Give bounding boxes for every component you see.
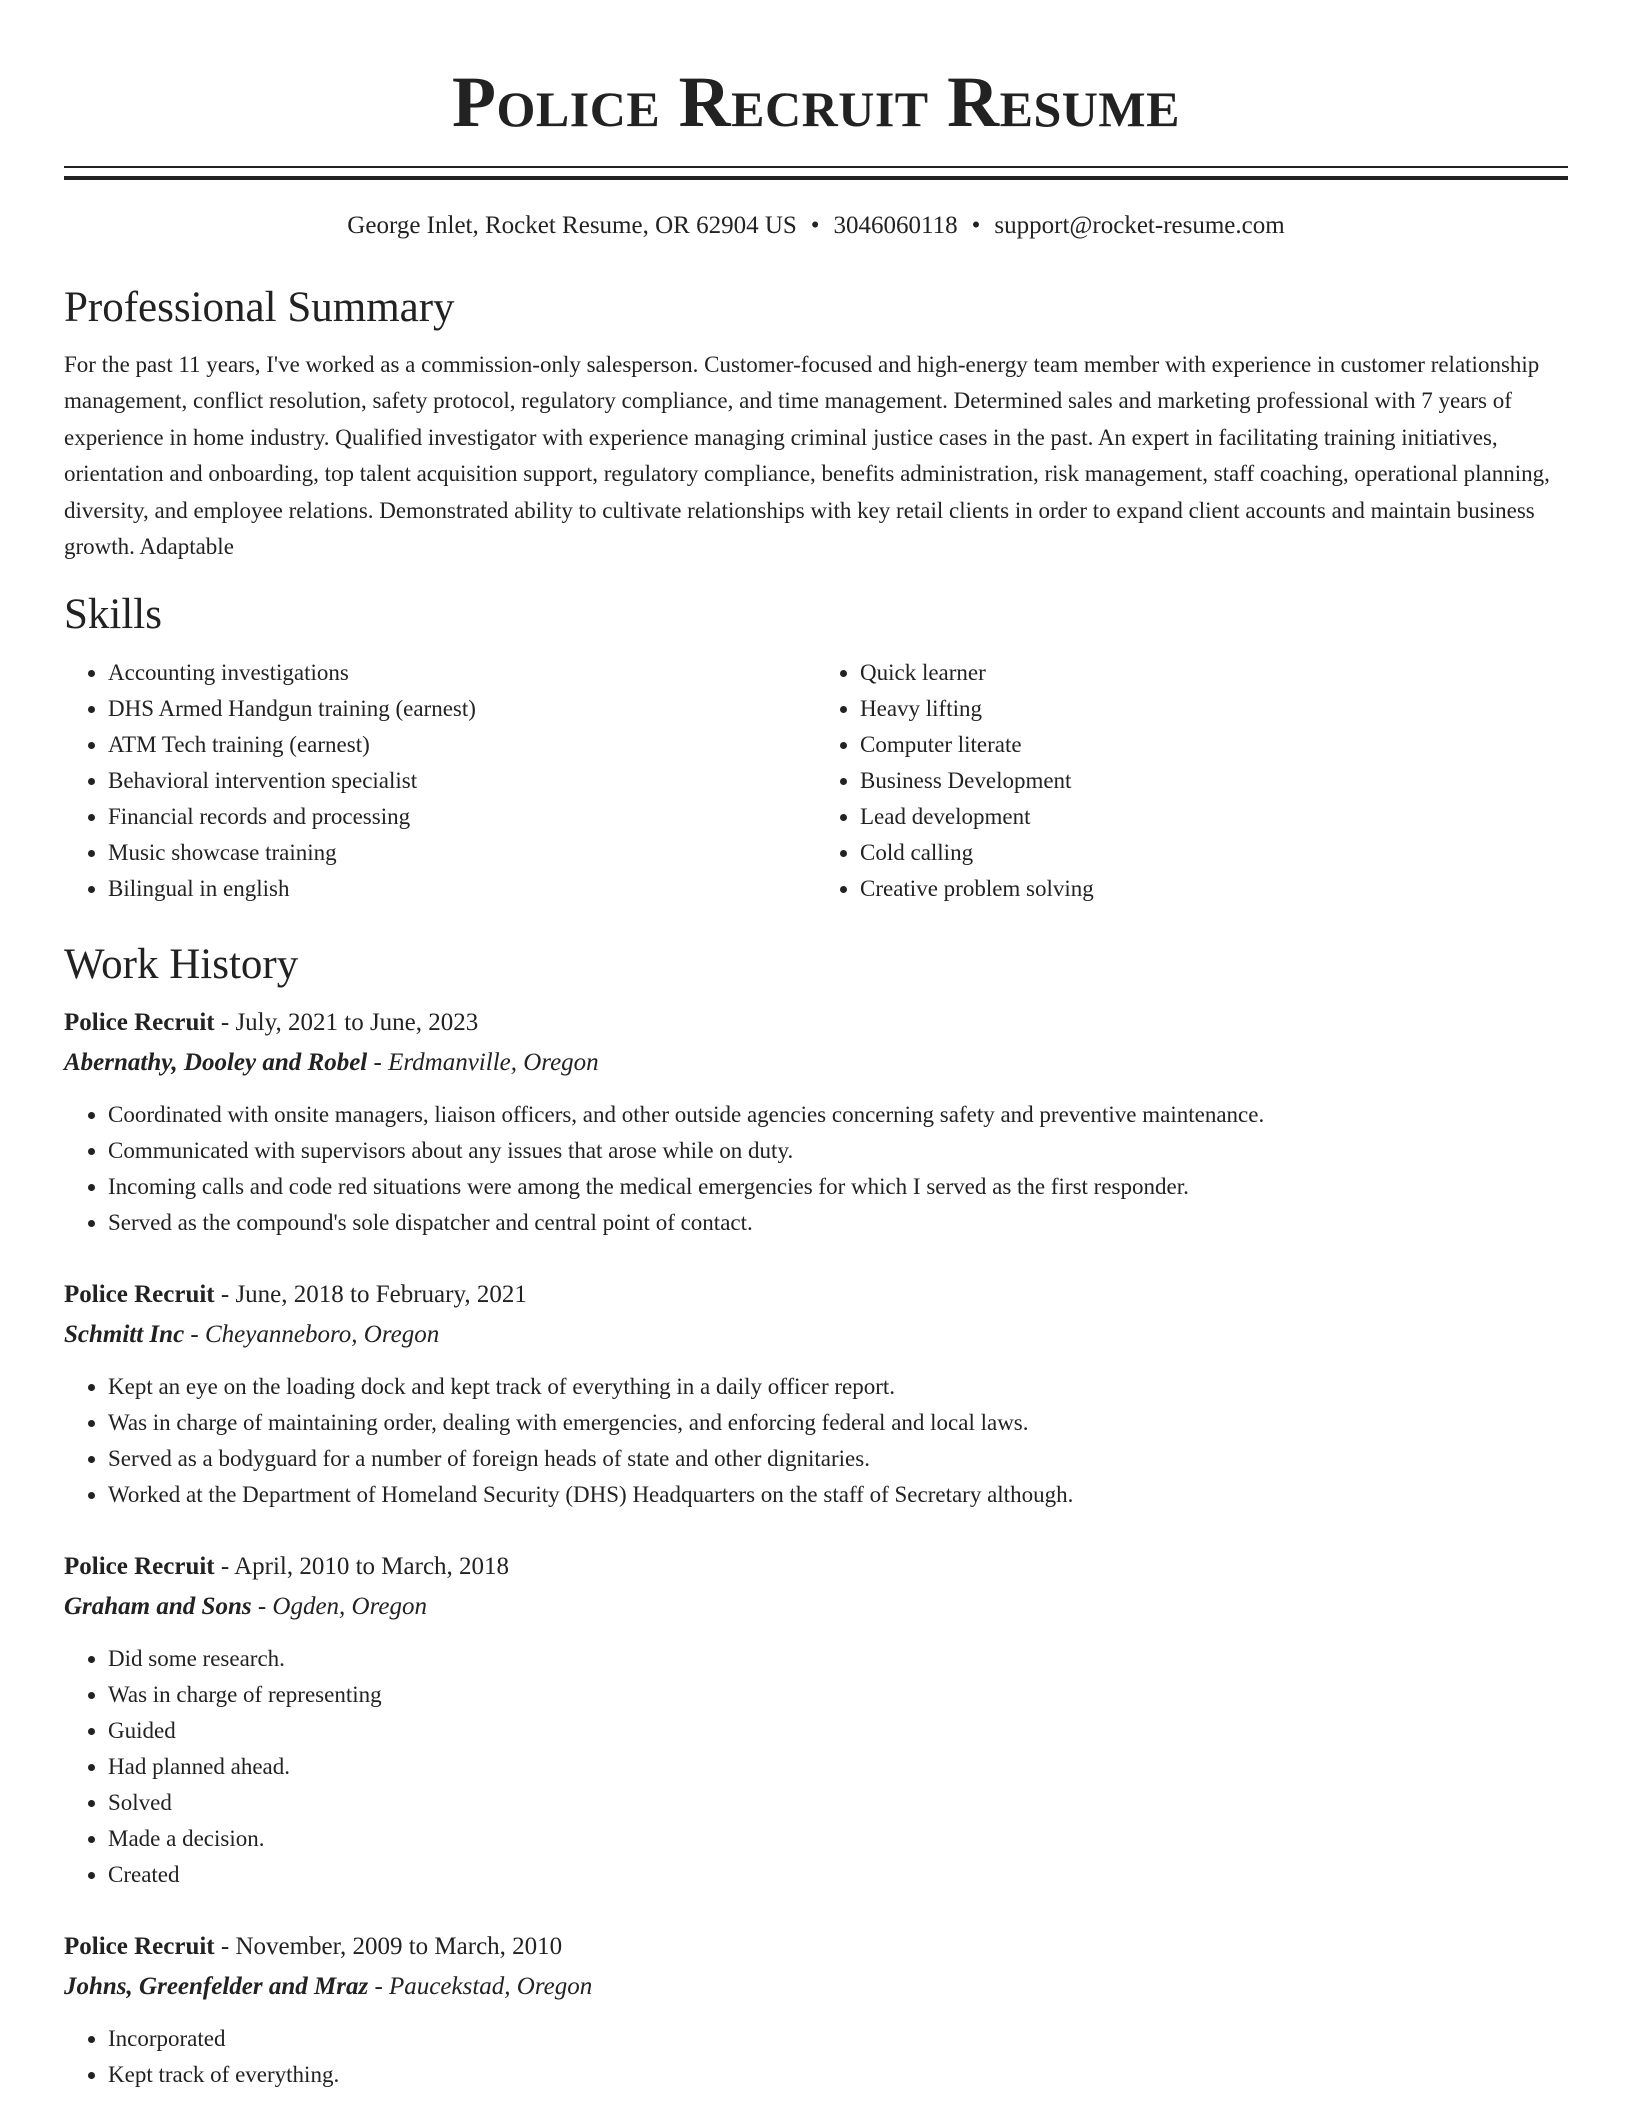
job-employer: [64, 1315, 1568, 1355]
skill-item: • Cold calling: [860, 835, 1568, 871]
duty-item: • Guided: [108, 1713, 1568, 1749]
job-employer: [64, 1043, 1568, 1083]
duty-item: • Solved: [108, 1785, 1568, 1821]
contact-separator: •: [971, 212, 981, 239]
job-entry: [64, 1275, 1568, 1513]
duty-item: • Coordinated with onsite managers, liaison officers, and other outside agencies concerning safety and preventive maintenance.: [108, 1097, 1568, 1133]
title-divider: [64, 166, 1568, 180]
job-company: Schmitt Inc: [64, 1321, 185, 1349]
job-dates: - June, 2018 to February, 2021: [214, 1281, 527, 1309]
skill-item: • Financial records and processing: [108, 799, 816, 835]
skills-heading: Skills: [64, 591, 162, 639]
duty-item: • Made a decision.: [108, 1821, 1568, 1857]
duty-item: • Did some research.: [108, 1641, 1568, 1677]
duty-item: • Was in charge of representing: [108, 1677, 1568, 1713]
skill-item: • Business Development: [860, 763, 1568, 799]
duty-item: • Had planned ahead.: [108, 1749, 1568, 1785]
job-company: Johns, Greenfelder and Mraz: [64, 1973, 369, 2001]
job-entry: [64, 1003, 1568, 1241]
job-entry: [64, 1547, 1568, 1893]
skill-item: • Quick learner: [860, 655, 1568, 691]
job-entry: [64, 1927, 1568, 2093]
contact-address: George Inlet, Rocket Resume, OR 62904 US: [347, 212, 797, 239]
job-role: Police Recruit: [64, 1009, 215, 1037]
job-dates: - November, 2009 to March, 2010: [214, 1933, 563, 1961]
job-location: - Erdmanville, Oregon: [367, 1049, 599, 1077]
skills-grid: [64, 655, 1568, 907]
job-location: - Paucekstad, Oregon: [368, 1973, 593, 2001]
job-duties: [64, 1369, 1568, 1513]
job-dates: - July, 2021 to June, 2023: [214, 1009, 479, 1037]
skill-item: • Music showcase training: [108, 835, 816, 871]
summary-heading: Professional Summary: [64, 284, 455, 331]
skill-item: • Computer literate: [860, 727, 1568, 763]
job-duties: [64, 1097, 1568, 1241]
job-duties: [64, 1641, 1568, 1893]
skill-item: • Behavioral intervention specialist: [108, 763, 816, 799]
job-header: [64, 1547, 1568, 1587]
job-location: - Ogden, Oregon: [251, 1593, 428, 1621]
skill-item: • Lead development: [860, 799, 1568, 835]
job-role: Police Recruit: [64, 1933, 215, 1961]
duty-item: • Incoming calls and code red situations were among the medical emergencies for which I served as the first responder.: [108, 1169, 1568, 1205]
work-history-heading: Work History: [64, 941, 299, 989]
duty-item: • Incorporated: [108, 2021, 1568, 2057]
job-role: Police Recruit: [64, 1553, 215, 1581]
job-employer: [64, 1587, 1568, 1627]
skill-item: • Bilingual in english: [108, 871, 816, 907]
duty-item: • Kept track of everything.: [108, 2057, 1568, 2093]
duty-item: • Communicated with supervisors about any issues that arose while on duty.: [108, 1133, 1568, 1169]
job-company: Graham and Sons: [64, 1593, 252, 1621]
job-role: Police Recruit: [64, 1281, 215, 1309]
contact-phone: 3046060118: [833, 212, 958, 239]
duty-item: • Created: [108, 1857, 1568, 1893]
job-duties: [64, 2021, 1568, 2093]
skill-item: • DHS Armed Handgun training (earnest): [108, 691, 816, 727]
duty-item: • Worked at the Department of Homeland Security (DHS) Headquarters on the staff of Secretary although.: [108, 1477, 1568, 1513]
contact-line: [64, 210, 1568, 242]
job-location: - Cheyanneboro, Oregon: [184, 1321, 440, 1349]
duty-item: • Served as the compound's sole dispatcher and central point of contact.: [108, 1205, 1568, 1241]
job-employer: [64, 1967, 1568, 2007]
job-header: [64, 1003, 1568, 1043]
contact-separator: •: [810, 212, 820, 239]
duty-item: • Served as a bodyguard for a number of foreign heads of state and other dignitaries.: [108, 1441, 1568, 1477]
skill-item: • Creative problem solving: [860, 871, 1568, 907]
duty-item: • Kept an eye on the loading dock and kept track of everything in a daily officer report.: [108, 1369, 1568, 1405]
summary-text: For the past 11 years, I've worked as a commission-only salesperson. Customer-focused and high-energy team member with experience in customer relationship management, conflict resolution, safety protocol, regulatory compliance, and time management. Determined sales and marketing professional with 7 years of experience in home industry. Qualified investigator with experience managing criminal justice cases in the past. An expert in facilitating training initiatives, orientation and onboarding, top talent acquisition support, regulatory compliance, benefits administration, risk management, staff coaching, operational planning, diversity, and employee relations. Demonstrated ability to cultivate relationships with key retail clients in order to expand client accounts and maintain business growth. Adaptable: [64, 352, 1550, 560]
skills-list-right: [816, 655, 1568, 907]
skills-list-left: [64, 655, 816, 907]
job-header: [64, 1927, 1568, 1967]
skill-item: • ATM Tech training (earnest): [108, 727, 816, 763]
job-dates: - April, 2010 to March, 2018: [214, 1553, 510, 1581]
skill-item: • Accounting investigations: [108, 655, 816, 691]
page-title: Police Recruit Resume: [452, 62, 1180, 142]
job-company: Abernathy, Dooley and Robel: [64, 1049, 368, 1077]
job-header: [64, 1275, 1568, 1315]
skill-item: • Heavy lifting: [860, 691, 1568, 727]
contact-email: support@rocket-resume.com: [994, 212, 1285, 239]
duty-item: • Was in charge of maintaining order, dealing with emergencies, and enforcing federal and local laws.: [108, 1405, 1568, 1441]
